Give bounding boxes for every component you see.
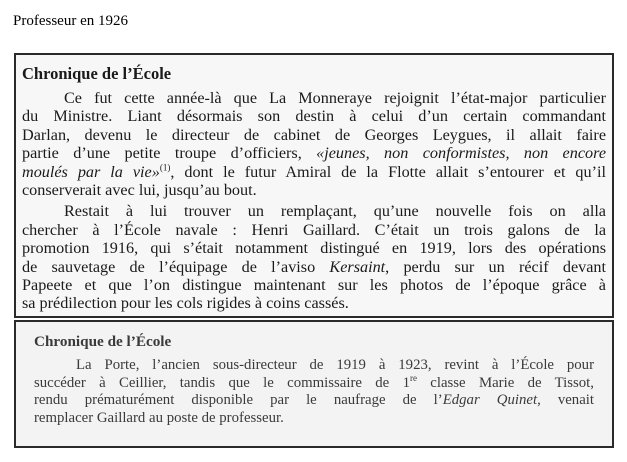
text-line: remplacer Gaillard au poste de professeur. bbox=[34, 409, 284, 426]
ship-name: Edgar Quinet bbox=[442, 392, 538, 409]
text-fragment: succéder à Ceillier, tandis que le commissaire de 1 bbox=[34, 374, 410, 391]
chronicle-box-1 bbox=[14, 53, 614, 318]
text-line bbox=[22, 144, 606, 162]
chronicle-heading-2: Chronique de l’École bbox=[34, 333, 172, 350]
text-fragment: rendu prématurément disponible par le naufrage de l’ bbox=[34, 392, 443, 409]
text-fragment: , venait bbox=[537, 392, 594, 409]
paragraph-3 bbox=[34, 357, 594, 427]
text-fragment: , perdu sur un récif devant bbox=[385, 257, 606, 276]
text-fragment: classe Marie de Tissot, bbox=[416, 374, 594, 391]
text-line: du Ministre. Liant désormais son destin à celui d’un certain commandant bbox=[22, 107, 606, 126]
text-line: Papeete et que l’on distingue maintenant sur les photos de l’époque grâce à bbox=[22, 276, 606, 295]
chronicle-box-2 bbox=[14, 320, 614, 448]
text-fragment: , dont le futur Amiral de la Flotte allait s’entourer et qu’il bbox=[170, 162, 606, 181]
text-line bbox=[34, 392, 594, 410]
text-line: Darlan, devenu le directeur de cabinet de Georges Leygues, il allait faire bbox=[22, 125, 606, 144]
footnote-ref: (1) bbox=[159, 162, 171, 173]
quote-text: «jeunes, non conformistes, non encore bbox=[316, 144, 607, 163]
text-line: conserverait avec lui, jusqu’au bout. bbox=[22, 181, 257, 200]
text-line bbox=[34, 372, 594, 393]
text-line: chercher à l’École navale : Henri Gaillard. C’était un trois galons de la bbox=[22, 220, 606, 239]
superscript: re bbox=[409, 372, 417, 383]
text-line: sa prédilection pour les cols rigides à coins cassés. bbox=[22, 294, 349, 313]
text-line: promotion 1916, qui s’était notamment distingué en 1919, lors des opérations bbox=[22, 239, 606, 258]
text-fragment: partie d’une petite troupe d’officiers, bbox=[22, 144, 317, 163]
quote-text: moulés par la vie» bbox=[22, 162, 160, 181]
page-title: Professeur en 1926 bbox=[13, 13, 128, 29]
text-line: Restait à lui trouver un remplaçant, qu’une nouvelle fois on alla bbox=[64, 202, 606, 221]
ship-name: Kersaint bbox=[329, 257, 386, 276]
paragraph-1 bbox=[22, 89, 606, 199]
text-line: La Porte, l’ancien sous-directeur de 1919 à 1923, revint à l’École pour bbox=[76, 357, 594, 373]
text-line: Ce fut cette année-là que La Monneraye rejoignit l’état-major particulier bbox=[64, 89, 606, 107]
paragraph-2 bbox=[22, 202, 606, 312]
text-line bbox=[22, 163, 606, 181]
text-line bbox=[22, 258, 606, 276]
text-fragment: de sauvetage de l’équipage de l’aviso bbox=[22, 257, 330, 276]
chronicle-heading-1: Chronique de l’École bbox=[22, 64, 172, 83]
